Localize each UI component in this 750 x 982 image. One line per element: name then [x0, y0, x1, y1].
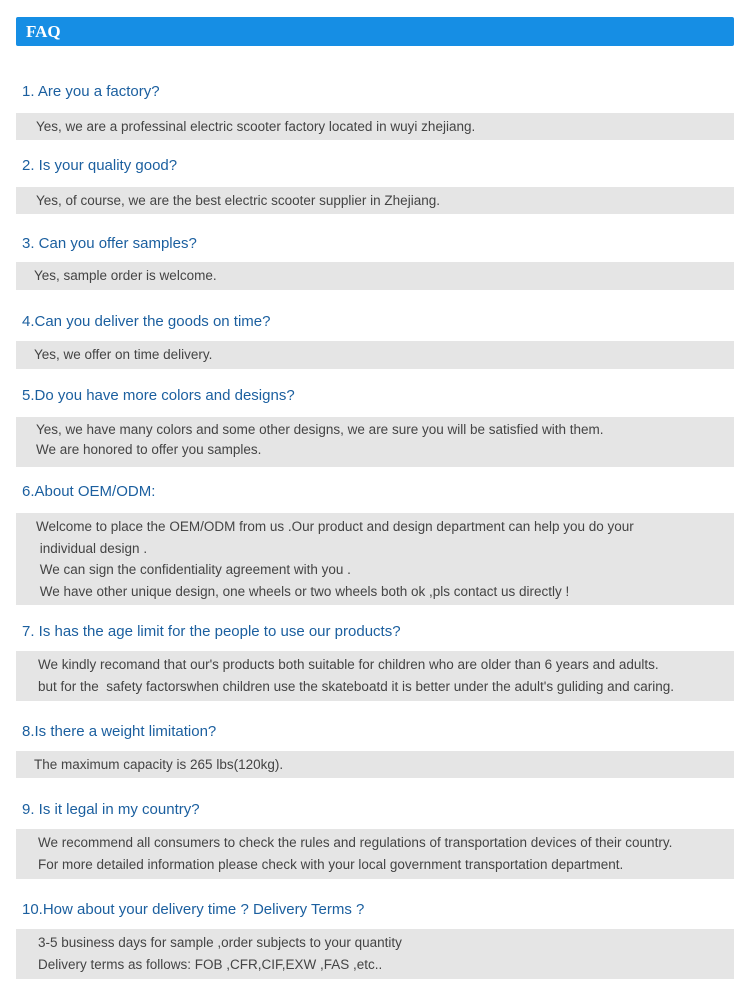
- faq-question-9: 9. Is it legal in my country?: [22, 801, 200, 818]
- answer-line: 3-5 business days for sample ,order subjects to your quantity: [38, 935, 402, 950]
- faq-question-1: 1. Are you a factory?: [22, 83, 160, 100]
- faq-question-7: 7. Is has the age limit for the people to use our products?: [22, 623, 401, 640]
- faq-question-2: 2. Is your quality good?: [22, 157, 178, 174]
- faq-answer-3: [16, 262, 734, 290]
- faq-answer-6: [16, 513, 734, 605]
- faq-answer-8: [16, 751, 734, 778]
- faq-answer-10: [16, 929, 734, 979]
- faq-question-5: 5.Do you have more colors and designs?: [22, 387, 295, 404]
- answer-line: Yes, we offer on time delivery.: [34, 347, 213, 362]
- faq-answer-9: [16, 829, 734, 879]
- answer-line: We recommend all consumers to check the rules and regulations of transportation devices of their country.: [38, 835, 673, 850]
- faq-question-8: 8.Is there a weight limitation?: [22, 723, 217, 740]
- answer-line: We kindly recomand that our's products both suitable for children who are older than 6 years and adults.: [38, 657, 659, 672]
- answer-line: Yes, sample order is welcome.: [34, 268, 217, 283]
- faq-answer-7: [16, 651, 734, 701]
- answer-line: Yes, we have many colors and some other designs, we are sure you will be satisfied with them.: [36, 422, 604, 437]
- answer-line: Delivery terms as follows: FOB ,CFR,CIF,EXW ,FAS ,etc..: [38, 957, 383, 972]
- faq-answer-1: [16, 113, 734, 140]
- faq-question-10: 10.How about your delivery time ? Delivery Terms ?: [22, 901, 365, 918]
- answer-line: individual design .: [36, 540, 148, 556]
- faq-answer-2: [16, 187, 734, 214]
- answer-line: Yes, we are a professinal electric scooter factory located in wuyi zhejiang.: [36, 119, 476, 134]
- answer-line: The maximum capacity is 265 lbs(120kg).: [34, 757, 284, 772]
- faq-question-4: 4.Can you deliver the goods on time?: [22, 313, 271, 330]
- faq-header-bar: [16, 17, 734, 46]
- answer-line: Welcome to place the OEM/ODM from us .Our product and design department can help you do your: [36, 519, 634, 534]
- faq-answer-4: [16, 341, 734, 369]
- answer-line: Yes, of course, we are the best electric scooter supplier in Zhejiang.: [36, 193, 440, 208]
- answer-line: We have other unique design, one wheels or two wheels both ok ,pls contact us directly !: [36, 583, 570, 599]
- faq-title: FAQ: [26, 22, 61, 41]
- answer-line: For more detailed information please check with your local government transportation department.: [38, 857, 624, 872]
- answer-line: We are honored to offer you samples.: [36, 442, 262, 457]
- answer-line: We can sign the confidentiality agreement with you .: [36, 562, 351, 577]
- answer-line: but for the safety factorswhen children use the skateboatd it is better under the adult's guliding and caring.: [38, 679, 674, 694]
- faq-answer-5: [16, 417, 734, 467]
- faq-question-3: 3. Can you offer samples?: [22, 235, 197, 252]
- faq-question-6: 6.About OEM/ODM:: [22, 483, 156, 500]
